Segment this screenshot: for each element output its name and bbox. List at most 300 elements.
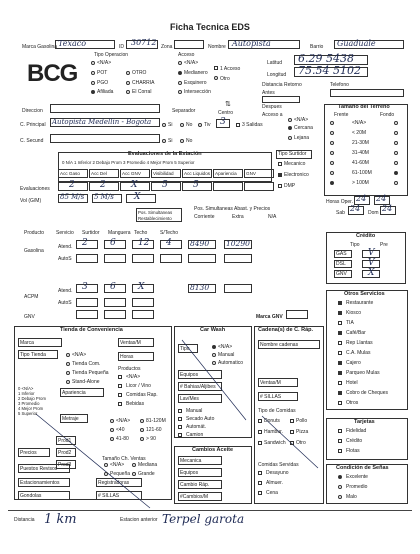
sillas2-label: # SILLAS <box>260 394 282 400</box>
productos-opt-0: <N/A> <box>126 374 141 380</box>
metraje-opt-5: > 90 <box>146 436 156 442</box>
carwash-opt-0: <N/A> <box>218 344 233 350</box>
cambios-title: Cambios Aceite <box>192 447 234 453</box>
cw-check-3[interactable] <box>178 433 182 437</box>
tamano-frente-radio-4[interactable] <box>330 161 334 165</box>
fuera-label: Pos. Simultaneas Abast. y Precios <box>194 206 271 212</box>
comidas-opt-5: Otro <box>296 440 306 446</box>
acpm-value-2: X <box>138 282 145 292</box>
otros-item-7: Parqueo Mulas <box>346 370 380 376</box>
metraje-opt-4: 121-60 <box>146 427 162 433</box>
comidas-servidas-check-1[interactable] <box>258 481 262 485</box>
gnv-label: GNV <box>24 314 35 320</box>
estacionamientos-label: Estacionamientos <box>20 480 60 486</box>
metraje-radio-4[interactable] <box>140 428 144 432</box>
productos-check-0[interactable] <box>118 375 122 379</box>
cw-check-1[interactable] <box>178 417 182 421</box>
acpm-value-0: 3 <box>82 282 88 292</box>
otros-item-0: Restaurante <box>346 300 374 306</box>
otros-item-10: Otros <box>346 400 359 406</box>
bcg-logo: BCG <box>27 60 78 87</box>
cw-check-0[interactable] <box>178 409 182 413</box>
metraje-radio-2[interactable] <box>110 437 114 441</box>
salida-label: 3 Salidas <box>242 122 263 128</box>
carwash-radio-1[interactable] <box>212 353 216 357</box>
registradoras-label: Registradoras <box>98 480 130 486</box>
otros-item-2: TIA <box>346 320 354 326</box>
lav-label: Lav/Mes <box>180 396 199 402</box>
otros-check-2[interactable] <box>338 321 342 325</box>
metraje-radio-1[interactable] <box>110 428 114 432</box>
gondolas-label: Gondolas <box>20 493 42 499</box>
tamano-row-5[interactable]: 61-100M <box>352 170 372 176</box>
acpm-price: 8130 <box>190 283 210 292</box>
acceso-3: Intersección <box>184 89 211 95</box>
distancia-footer-label: Distancia <box>14 517 35 523</box>
comidas-check-2[interactable] <box>258 430 262 434</box>
productos-opt-3: Bebidas <box>126 401 145 407</box>
pos-sim-label: Pos. Simultaneas Restablecimiento <box>138 210 173 221</box>
tipo-op-2: PGO <box>97 80 109 86</box>
distancia-retorno-label: Distancia Retorno <box>262 82 302 88</box>
tipo-op-label: Tipo Operacion <box>94 52 128 58</box>
mecanico-label: Mecanico <box>284 161 306 167</box>
metraje-opt-1: <40 <box>116 427 125 433</box>
acpm-auto-field-1[interactable] <box>104 298 126 307</box>
credito-val-2: X <box>368 268 375 278</box>
tamano-fondo-radio-5[interactable] <box>394 171 398 175</box>
longitud-value: 75.54 5102 <box>298 64 361 77</box>
cercana-label: Cercana <box>294 125 313 131</box>
vol-value-1: 5 M/s <box>94 193 114 201</box>
cs-no-label: No <box>186 138 193 144</box>
otros-item-9: Cobro de Cheques <box>346 390 388 396</box>
vol-label: Vol (G/M) <box>20 198 42 204</box>
acpm-value-1: 6 <box>110 282 116 292</box>
carwash-title: Car Wash <box>200 327 226 333</box>
tarjetas-opt-1: Crédito <box>346 438 363 444</box>
marca-gnv-label: Marca GNV <box>256 314 283 320</box>
equipos2-label: Equipos <box>180 470 199 476</box>
credito-h-1: Pre <box>380 242 388 248</box>
tamano-ch-radio-1[interactable] <box>104 472 108 476</box>
acceso-label: Acceso <box>178 52 195 58</box>
tipo-tienda-radio-0[interactable] <box>66 353 70 357</box>
eval-field-5[interactable] <box>213 182 243 191</box>
eval-field-6[interactable] <box>244 182 274 191</box>
tipo-tienda-opt-2: Tienda Pequeña <box>72 370 109 376</box>
tamano-fondo-radio-4[interactable] <box>394 161 398 165</box>
comidas-servidas-opt-1: Almuer. <box>266 480 283 486</box>
tamano-ch-opt-1: Pequeña <box>110 471 131 477</box>
carwash-opt-1: Manual <box>218 352 235 358</box>
tamano-ch-opt-0: <N/A> <box>110 462 125 468</box>
cs-si-label: Si <box>168 138 173 144</box>
tiv-value: 3 <box>220 117 226 127</box>
acceso-0: <N/A> <box>184 60 199 66</box>
horas-value-0: 24 <box>356 194 367 203</box>
cambios-mes-label: #Cambios/M <box>180 494 209 500</box>
tamano-ch-radio-3[interactable] <box>132 472 136 476</box>
eval-header-5: Apariencia <box>215 171 237 176</box>
vol-value-0: 85 M/s <box>60 193 85 201</box>
eval-value-3: 5 <box>162 180 168 190</box>
nombre-cadenas-label: Nombre cadenas <box>260 342 299 348</box>
gas-auto-label: AutoS <box>58 256 72 262</box>
gas-auto-field-2[interactable] <box>132 254 154 263</box>
condicion-opt-0: Excelente <box>346 474 368 480</box>
tamano-frente-radio-3[interactable] <box>330 151 334 155</box>
metraje-radio-0[interactable] <box>110 419 114 423</box>
tamano-row-0[interactable]: <N/A> <box>352 120 367 126</box>
na-label-2: N/A <box>268 214 277 220</box>
condicion-title: Condición de Señas <box>336 465 389 471</box>
otros-item-4: Rep Llantas <box>346 340 373 346</box>
direccion-label: Direccion <box>22 108 43 114</box>
gas-auto-field-3[interactable] <box>160 254 182 263</box>
na-label: <N/A> <box>294 117 309 123</box>
barrio-value: Guaduale <box>337 39 376 48</box>
condicion-opt-2: Malo <box>346 494 357 500</box>
tarjetas-check-1[interactable] <box>338 439 342 443</box>
cw-check-label-2: Automát. <box>186 424 207 430</box>
credito-title: Crédito <box>356 233 376 239</box>
id-value: 30712 <box>131 38 157 47</box>
tipo-op-0: <N/A> <box>97 60 112 66</box>
tamano-fondo-radio-1[interactable] <box>394 131 398 135</box>
comidas-opt-4: Sandwich <box>264 440 286 446</box>
cp-tiv-label: Tiv <box>204 122 211 128</box>
metraje-opt-3: 81-120M <box>146 418 166 424</box>
gas-auto-field-1[interactable] <box>104 254 126 263</box>
fondo-label: Fondo <box>380 112 395 118</box>
prod-header-0: Producto <box>24 230 45 236</box>
metraje-opt-0: <N/A> <box>116 418 131 424</box>
dmp-label: DMP <box>284 183 296 189</box>
tamano-fondo-radio-2[interactable] <box>394 141 398 145</box>
tamano-frente-radio-1[interactable] <box>330 131 334 135</box>
tipo-op-4: OTRO <box>132 70 147 76</box>
comidas-opt-3: Pizza <box>296 429 309 435</box>
otros-item-5: C.A. Mulas <box>346 350 371 356</box>
cambio-rap-label: Cambio Ráp. <box>180 482 210 488</box>
brand-value: Texaco <box>58 39 87 48</box>
tipo-op-3: Afiliada <box>97 89 114 95</box>
cw-check-label-0: Manual <box>186 408 203 414</box>
tamano-frente-radio-5[interactable] <box>330 171 334 175</box>
antes-label: Antes <box>262 90 275 96</box>
corriente-label: Corriente <box>194 214 215 220</box>
sab-label: Sab <box>336 210 345 216</box>
acpm-auto-label: AutoS <box>58 300 72 306</box>
ventas-m-label: Ventas/M <box>260 380 281 386</box>
apariencia-scale-2: 2 Debajo Prom <box>18 396 46 401</box>
c-principal-value: Autopista Medellin - Bogota <box>52 118 152 126</box>
puestos-label: Puestos Revisos <box>20 466 58 472</box>
eval-value-2: X <box>131 180 138 190</box>
credito-h-0: Tipo <box>350 242 360 248</box>
credito-row-1: DSL <box>336 261 346 267</box>
comidas-servidas-check-2[interactable] <box>258 491 262 495</box>
comidas-servidas-opt-0: Desayuno <box>266 470 289 476</box>
cw-check-label-3: Camion <box>186 432 204 438</box>
horas-label: Horas Oper. <box>326 199 353 205</box>
condicion-radio-2[interactable] <box>338 495 342 499</box>
otros-item-3: Café/Bar <box>346 330 366 336</box>
tipo-tienda-opt-1: Tienda Com. <box>72 361 101 367</box>
otros-check-6[interactable] <box>338 361 342 365</box>
credito-val-0: V <box>368 248 375 258</box>
ventas-label: Ventas/M <box>120 340 141 346</box>
precios-label: Precios <box>20 450 37 456</box>
acceso-1: Medianero <box>184 70 208 76</box>
nombre-value: Autopista <box>232 39 271 48</box>
acpm-auto-field-2[interactable] <box>132 298 154 307</box>
despues-label: Despues <box>262 104 282 110</box>
nombre-label: Nombre <box>208 44 226 50</box>
tamano-ch-opt-3: Grande <box>138 471 155 477</box>
evaluaciones-label: Evaluaciones <box>20 186 50 192</box>
tipo-tienda-label: Tipo Tienda <box>20 352 46 358</box>
prod-header-5: S/Techo <box>160 230 179 236</box>
otros-item-1: Kiosco <box>346 310 362 316</box>
distancia-footer-value: 1 km <box>44 512 77 527</box>
tamano-row-3[interactable]: 31-40M <box>352 150 369 156</box>
acpm-label: ACPM <box>24 294 39 300</box>
cp-si-label: Si <box>168 122 173 128</box>
metraje-label: Metraje <box>62 416 79 422</box>
otros-item-6: Cajero <box>346 360 361 366</box>
cw-check-label-1: Secado Auto <box>186 416 215 422</box>
apariencia-scale-4: 4 Mejor Prom <box>18 406 44 411</box>
cp-no-label: No <box>186 122 193 128</box>
gasolina-label: Gasolina <box>24 248 44 254</box>
prod-header-3: Manguera <box>108 230 131 236</box>
tamano-frente-radio-2[interactable] <box>330 141 334 145</box>
carwash-radio-0[interactable] <box>212 345 216 349</box>
tipo-comidas-label: Tipo de Comidas <box>258 408 296 414</box>
acceso-2: Esquinero <box>184 80 207 86</box>
equipos-label: Equipos <box>180 372 199 378</box>
tamano-fondo-radio-0[interactable] <box>394 121 398 125</box>
credito-row-0: GAS <box>336 251 347 257</box>
credito-val-1: V <box>368 258 375 268</box>
prod-label-0: Prod1 <box>58 438 72 444</box>
otros-check-8[interactable] <box>338 381 342 385</box>
brand-label: Marca Gasolina <box>22 44 58 50</box>
apariencia-scale-3: 3 Promedio <box>18 401 40 406</box>
tamano-frente-radio-6[interactable] <box>330 181 334 185</box>
extra-label: Extra <box>232 214 244 220</box>
condicion-radio-1[interactable] <box>338 485 342 489</box>
zona-label: Zona <box>161 44 173 50</box>
tipo-op-1: POT <box>97 70 108 76</box>
carwash-radio-2[interactable] <box>212 361 216 365</box>
tamano-ch-opt-2: Mediana <box>138 462 158 468</box>
estacion-anterior-label: Estacion anterior <box>120 517 158 523</box>
tipo-surtidor-label: Tipo Surtidor <box>278 151 307 157</box>
comidas-check-4[interactable] <box>258 441 262 445</box>
prod-label-2: Prod3 <box>58 462 72 468</box>
tamano-title: Tamaño del Terreno <box>338 104 390 110</box>
tarjetas-check-0[interactable] <box>338 429 342 433</box>
acceso-4: 1 Acceso <box>220 66 241 72</box>
tamano-row-6[interactable]: > 100M <box>352 180 369 186</box>
carwash-tipo-label: Tipo <box>180 346 190 352</box>
centro-label: Centro <box>218 110 234 116</box>
gas-value-3: 4 <box>166 238 172 248</box>
comidas-opt-2: Hambur. <box>264 429 283 435</box>
eval-header-6: GNV <box>246 171 256 176</box>
electronico-label: Electronico <box>284 172 309 178</box>
comidas-opt-1: Pollo <box>296 418 308 424</box>
gas-price-1: 10290 <box>226 239 250 248</box>
arrow-icon: ⇅ <box>225 101 231 108</box>
tipo-tienda-opt-3: Stand-Alone <box>72 379 100 385</box>
acceso-5: Otro <box>220 76 230 82</box>
eval-value-0: 2 <box>69 180 75 190</box>
tipo-tienda-radio-1[interactable] <box>66 362 70 366</box>
comidas-servidas-check-0[interactable] <box>258 471 262 475</box>
prod-header-4: Techo <box>134 230 148 236</box>
otros-check-10[interactable] <box>338 401 342 405</box>
separador-label: Separador <box>172 108 196 114</box>
comidas-opt-0: Donuts <box>264 418 280 424</box>
dom-label: Dom <box>368 210 379 216</box>
tipo-tienda-radio-3[interactable] <box>66 380 70 384</box>
tarjetas-opt-2: Flotas <box>346 448 360 454</box>
evaluaciones-title: Evaluaciones de la Estación <box>128 151 202 157</box>
eval-header-0: Acc Gaso <box>60 171 80 176</box>
tarjetas-opt-0: Fidelidad <box>346 428 367 434</box>
tamano-ch-radio-0[interactable] <box>104 463 108 467</box>
tarjetas-check-2[interactable] <box>338 449 342 453</box>
frente-label: Frente <box>334 112 349 118</box>
productos-label: Productos <box>118 366 141 372</box>
apariencia-scale-0: 0 <N/A> <box>18 386 34 391</box>
tienda-title: Tienda de Conveniencia <box>60 327 123 333</box>
longitud-label: Longitud <box>267 72 287 78</box>
acceso-a-label: Acceso a <box>262 112 283 118</box>
gas-value-2: 12 <box>138 238 150 248</box>
barrio-label: Barrio <box>310 44 324 50</box>
apariencia-scale-1: 1 Inferior <box>18 391 35 396</box>
productos-check-3[interactable] <box>118 402 122 406</box>
eval-header-3: Visibilidad <box>153 171 174 176</box>
sab-value: 24 <box>350 204 361 213</box>
estacion-anterior-value: Terpel garota <box>162 512 245 526</box>
acpm-atend-label: Atend. <box>58 288 73 294</box>
otros-check-7[interactable] <box>338 371 342 375</box>
cw-check-2[interactable] <box>178 425 182 429</box>
tipo-op-5: CHARRIA <box>132 80 155 86</box>
comidas-servidas-opt-2: Cena <box>266 490 278 496</box>
telefono-label: Telefono <box>330 82 349 88</box>
productos-check-1[interactable] <box>118 384 122 388</box>
productos-opt-1: Licor / Vino <box>126 383 151 389</box>
otros-title: Otros Servicios <box>344 291 385 297</box>
prod-header-2: Surtidor <box>82 230 100 236</box>
apariencia-scale-5: 5 Superior <box>18 411 38 416</box>
tamano-row-1[interactable]: < 20M <box>352 130 367 136</box>
prod-header-1: Servicio <box>56 230 74 236</box>
gas-value-0: 2 <box>82 238 88 248</box>
comidas-check-1[interactable] <box>290 419 294 423</box>
prod-label-1: Prod2 <box>58 450 72 456</box>
otros-item-8: Hotel <box>346 380 358 386</box>
comidas-check-3[interactable] <box>290 430 294 434</box>
comidas-check-0[interactable] <box>258 419 262 423</box>
otros-check-1[interactable] <box>338 311 342 315</box>
tamano-ch-radio-2[interactable] <box>132 463 136 467</box>
eval-scale: 0 N/A 1 Inferior 2 Debajo Prom 3 Promedio 4 Mejor Prom 5 Superior <box>62 160 195 165</box>
credito-row-2: GNV <box>336 271 347 277</box>
cadena-title: Cadena(s) de C. Ráp. <box>258 327 314 333</box>
tamano-row-4[interactable]: 41-60M <box>352 160 369 166</box>
productos-check-2[interactable] <box>118 393 122 397</box>
tarjetas-title: Tarjetas <box>354 419 375 425</box>
tipo-tienda-radio-2[interactable] <box>66 371 70 375</box>
apariencia-label: Apariencia <box>62 390 86 396</box>
latitud-label: Latitud <box>267 60 283 66</box>
vol-value-2: X <box>134 192 141 202</box>
condicion-radio-0[interactable] <box>338 475 342 479</box>
horas-value-1: 24 <box>376 194 387 203</box>
otros-check-9[interactable] <box>338 391 342 395</box>
metraje-radio-3[interactable] <box>140 419 144 423</box>
otros-check-4[interactable] <box>338 341 342 345</box>
tamano-fondo-radio-3[interactable] <box>394 151 398 155</box>
comidas-check-5[interactable] <box>290 441 294 445</box>
eval-header-1: Acc Del <box>91 171 107 176</box>
eval-value-4: 5 <box>193 180 199 190</box>
otros-check-0[interactable] <box>338 301 342 305</box>
metraje-opt-2: 41-80 <box>116 436 129 442</box>
eval-value-1: 2 <box>100 180 106 190</box>
latitud-value: 6.29 5438 <box>298 52 354 65</box>
gas-auto-field-0[interactable] <box>76 254 98 263</box>
bahias-label: # Bahias/Aljibes <box>180 384 216 390</box>
eval-header-2: Acc GNV <box>122 171 141 176</box>
metraje-radio-5[interactable] <box>140 437 144 441</box>
carwash-opt-2: Automatico <box>218 360 244 366</box>
comidas-servidas-label: Comidas Servidas <box>258 462 299 468</box>
gas-atend-label: Atend. <box>58 244 73 250</box>
horas-t-label: Horas <box>120 354 134 360</box>
gas-value-1: 6 <box>110 238 116 248</box>
tamano-frente-radio-0[interactable] <box>330 121 334 125</box>
c-principal-label: C. Principal <box>20 122 46 128</box>
dom-value: 24 <box>382 204 393 213</box>
otros-check-3[interactable] <box>338 331 342 335</box>
mecanica-label: Mecanica <box>180 458 202 464</box>
tamano-fondo-radio-6[interactable] <box>394 181 398 185</box>
tamano-row-2[interactable]: 21-30M <box>352 140 369 146</box>
tamano-ch-label: Tamaño Ch. Ventas <box>102 456 146 462</box>
sillas-label: # SILLAS <box>98 493 120 499</box>
condicion-opt-1: Promedio <box>346 484 368 490</box>
id-label: ID <box>119 44 124 50</box>
eval-header-4: Acc Liquidos <box>184 171 211 176</box>
otros-check-5[interactable] <box>338 351 342 355</box>
productos-opt-2: Comidas Rap. <box>126 392 158 398</box>
form-title: Ficha Tecnica EDS <box>170 22 250 32</box>
lejana-label: Lejana <box>294 135 310 141</box>
tipo-tienda-opt-0: <N/A> <box>72 352 87 358</box>
c-secund-label: C. Secund <box>20 138 44 144</box>
acpm-auto-field-0[interactable] <box>76 298 98 307</box>
marca-tienda-label: Marca <box>20 340 34 346</box>
